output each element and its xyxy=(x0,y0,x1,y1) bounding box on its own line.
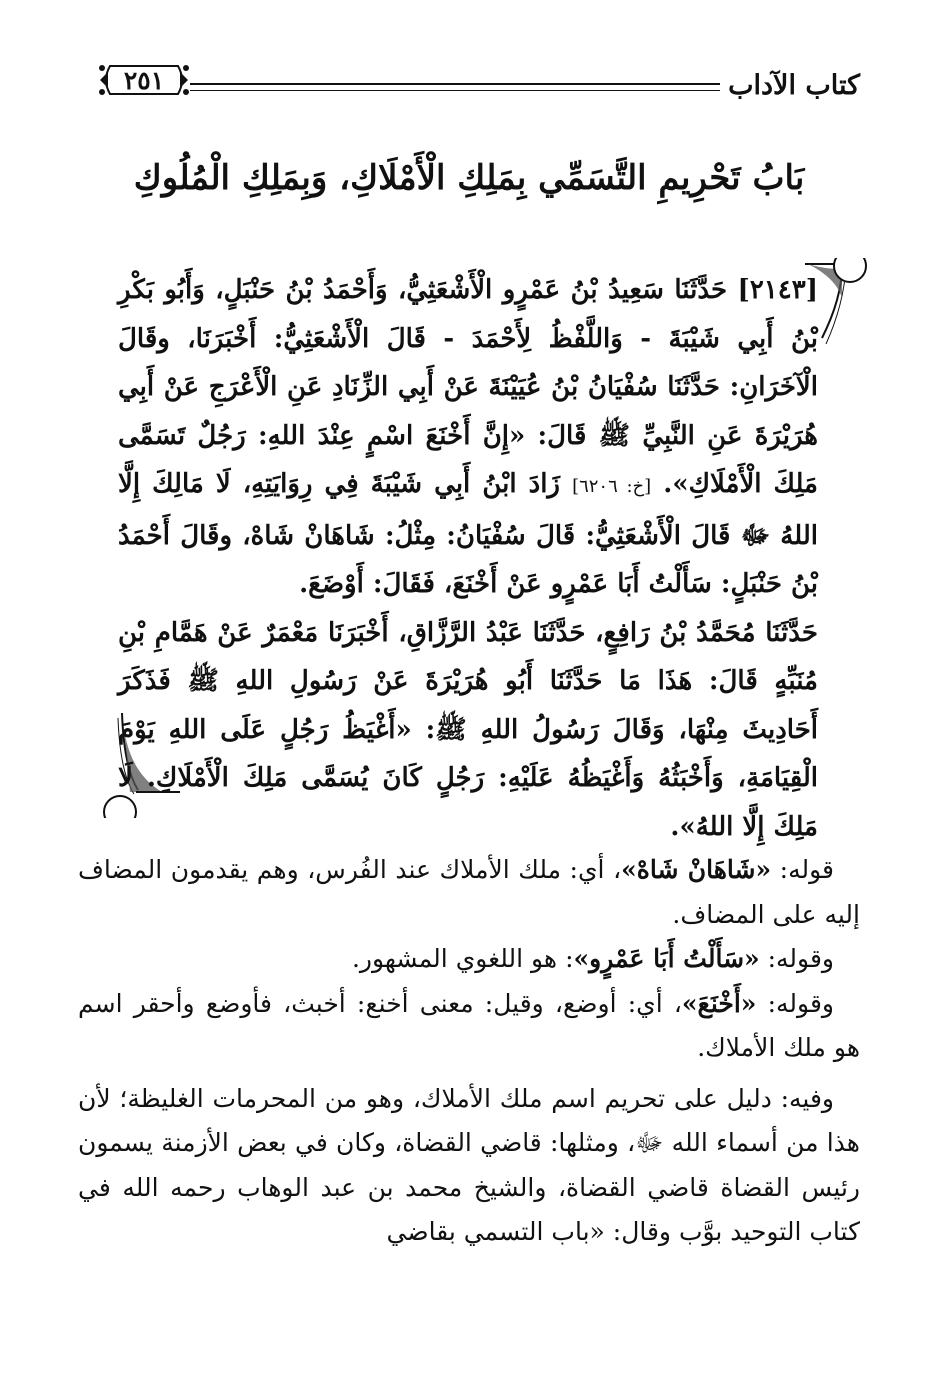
commentary-paragraph xyxy=(78,937,860,982)
hadith-addition: زَادَ ابْنُ أَبِي شَيْبَةَ فِي رِوَايَتِهِ، لَا مَالِكَ إِلَّا اللهُ ﷻ قَالَ الْأَشْعَثِيُّ: قَالَ سُفْيَانُ: مِثْلُ: شَاهَانْ شَاهْ، وقَالَ أَحْمَدُ بْنُ حَنْبَلٍ: سَأَلْتُ أَبَا عَمْرٍو عَنْ أَخْنَعَ، فَقَالَ: أَوْضَعَ. xyxy=(118,469,818,599)
hadith-body: حَدَّثَنَا سَعِيدُ بْنُ عَمْرٍو الْأَشْعَثِيُّ، وَأَحْمَدُ بْنُ حَنْبَلٍ، وَأَبُو بَكْرِ بْنُ أَبِي شَيْبَةَ - وَاللَّفْظُ لِأَحْمَدَ - قَالَ الْأَشْعَثِيُّ: أَخْبَرَنَا، وقَالَ الْآخَرَانِ: حَدَّثَنَا سُفْيَانُ بْنُ عُيَيْنَةَ عَنْ أَبِي الزِّنَادِ عَنِ الْأَعْرَجِ عَنْ أَبِي هُرَيْرَةَ عَنِ النَّبِيِّ ﷺ قَالَ: «إِنَّ أَخْنَعَ اسْمٍ عِنْدَ اللهِ: رَجُلٌ تَسَمَّى مَلِكَ الْأَمْلَاكِ». xyxy=(118,275,818,499)
commentary-text: ، أي: أوضع، وقيل: معنى أخنع: أخبث، فأوضع وأحقر اسم هو ملك الأملاك. xyxy=(78,988,860,1062)
hadith-text xyxy=(118,266,818,851)
commentary xyxy=(78,848,860,1255)
commentary-text: ، أي: ملك الأملاك عند الفُرس، وهم يقدمون المضاف إليه على المضاف. xyxy=(78,855,860,929)
commentary-text: : هو اللغوي المشهور. xyxy=(351,944,574,973)
bukhari-reference: [خ: ٦٢٠٦] xyxy=(572,476,652,497)
quoted-term: «شَاهَانْ شَاهْ» xyxy=(621,855,772,884)
running-title: كتاب الآداب xyxy=(728,70,860,101)
hadith-paragraph: حَدَّثَنَا مُحَمَّدُ بْنُ رَافِعٍ، حَدَّثَنَا عَبْدُ الرَّزَّاقِ، أَخْبَرَنَا مَعْمَرٌ عَنْ هَمَّامِ بْنِ مُنَبِّهٍ قَالَ: هَذَا مَا حَدَّثَنَا أَبُو هُرَيْرَةَ عَنْ رَسُولِ اللهِ ﷺ فَذَكَرَ أَحَادِيثَ مِنْهَا، وَقَالَ رَسُولُ اللهِ ﷺ: «أَغْيَظُ رَجُلٍ عَلَى اللهِ يَوْمَ الْقِيَامَةِ، وَأَخْبَثُهُ وَأَغْيَظُهُ عَلَيْهِ: رَجُلٍ كَانَ يُسَمَّى مَلِكَ الْأَمْلَاكِ. لَا مَلِكَ إِلَّا اللهُ». xyxy=(118,617,818,842)
page-number-badge xyxy=(96,60,192,100)
hadith-paragraph xyxy=(118,266,818,609)
page-number: ٢٥١ xyxy=(123,65,165,95)
chapter-title: بَابُ تَحْرِيمِ التَّسَمِّي بِمَلِكِ الْأَمْلَاكِ، وَبِمَلِكِ الْمُلُوكِ xyxy=(133,158,805,198)
hadith-box xyxy=(100,258,870,842)
quoted-term: «سَأَلْتُ أَبَا عَمْرٍو» xyxy=(573,944,760,973)
quoted-term: «أَخْنَعَ» xyxy=(681,988,757,1018)
header-rule xyxy=(190,83,720,91)
hadith-number: [٢١٤٣] xyxy=(737,275,818,305)
commentary-paragraph xyxy=(78,982,860,1071)
commentary-lead: وقوله: xyxy=(756,988,834,1018)
commentary-paragraph: وفيه: دليل على تحريم اسم ملك الأملاك، وهو من المحرمات الغليظة؛ لأن هذا من أسماء الله ﷻ، ومثلها: قاضي القضاة، وكان في بعض الأزمنة يسمون رئيس القضاة قاضي القضاة، والشيخ محمد بن عبد الوهاب رحمه الله في كتاب التوحيد بوَّب وقال: «باب التسمي بقاضي xyxy=(78,1083,860,1246)
commentary-paragraph xyxy=(78,848,860,937)
commentary-lead: وقوله: xyxy=(759,944,834,973)
commentary-lead: قوله: xyxy=(771,855,834,884)
